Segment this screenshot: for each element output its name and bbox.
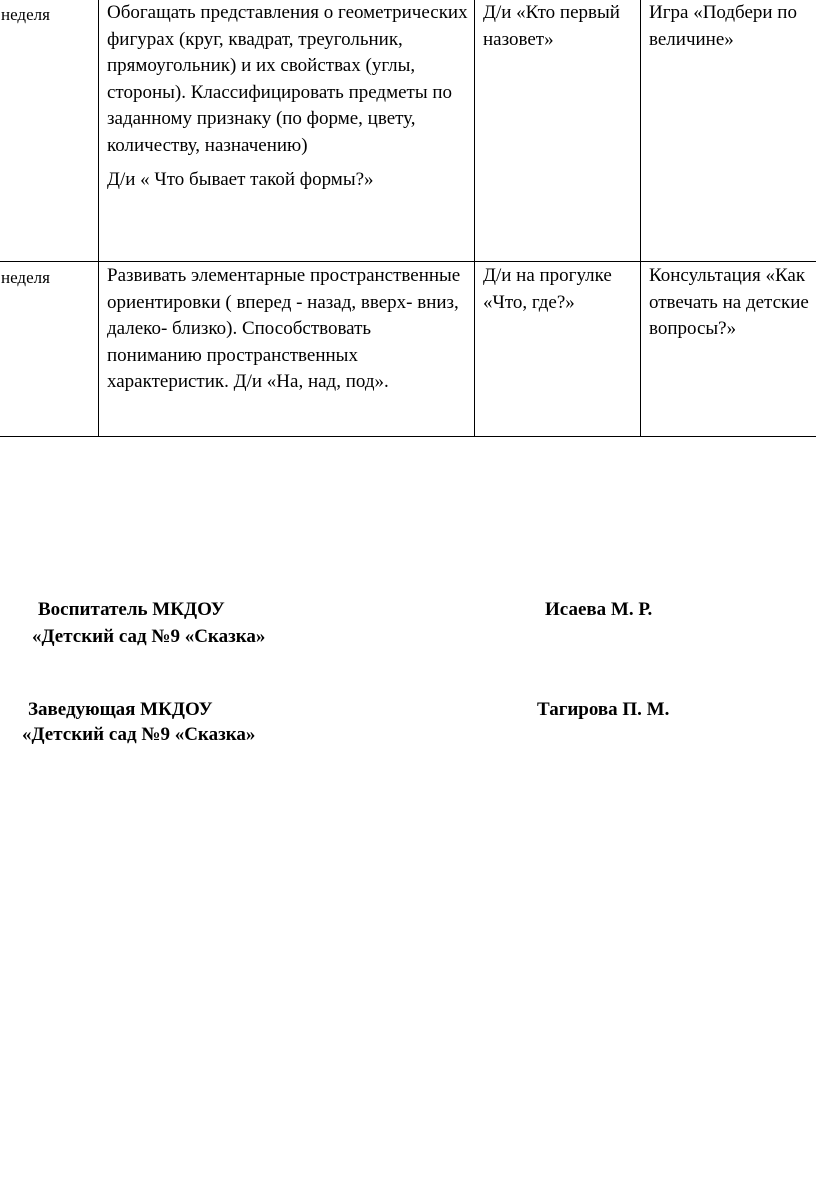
goals-text: Обогащать представления о геометрических фигурах (круг, квадрат, треугольник, прямоугольник) и их свойствах (углы, стороны). Классифицировать предметы по заданному признаку (по форме, цвету, количеству, назначению) — [107, 2, 468, 156]
goals-text: Развивать элементарные пространственные ориентировки ( вперед - назад, вверх- вниз, далеко- близко). Способствовать пониманию пространственных характеристик. Д/и «На, над, под». — [107, 265, 461, 392]
parents-cell: Консультация «Как отвечать на детские вопросы?» — [641, 262, 816, 437]
goals-game-text: Д/и « Что бывает такой формы?» — [107, 169, 374, 190]
educator-organization: «Детский сад №9 «Сказка» — [32, 626, 266, 647]
walk-activity-cell: Д/и на прогулке «Что, где?» — [475, 262, 641, 437]
table-row — [0, 0, 816, 262]
goals-cell — [99, 0, 475, 262]
educator-position: Воспитатель МКДОУ — [38, 599, 225, 620]
goals-cell — [99, 262, 475, 437]
head-name: Тагирова П. М. — [537, 699, 670, 720]
parents-cell: Игра «Подбери по величине» — [641, 0, 816, 262]
table-row — [0, 262, 816, 437]
head-position: Заведующая МКДОУ — [28, 699, 213, 720]
plan-table — [0, 0, 816, 437]
period-cell: неделя — [0, 262, 99, 437]
period-cell: неделя — [0, 0, 99, 262]
head-organization: «Детский сад №9 «Сказка» — [22, 724, 256, 745]
educator-name: Исаева М. Р. — [545, 599, 653, 620]
walk-activity-cell: Д/и «Кто первый назовет» — [475, 0, 641, 262]
